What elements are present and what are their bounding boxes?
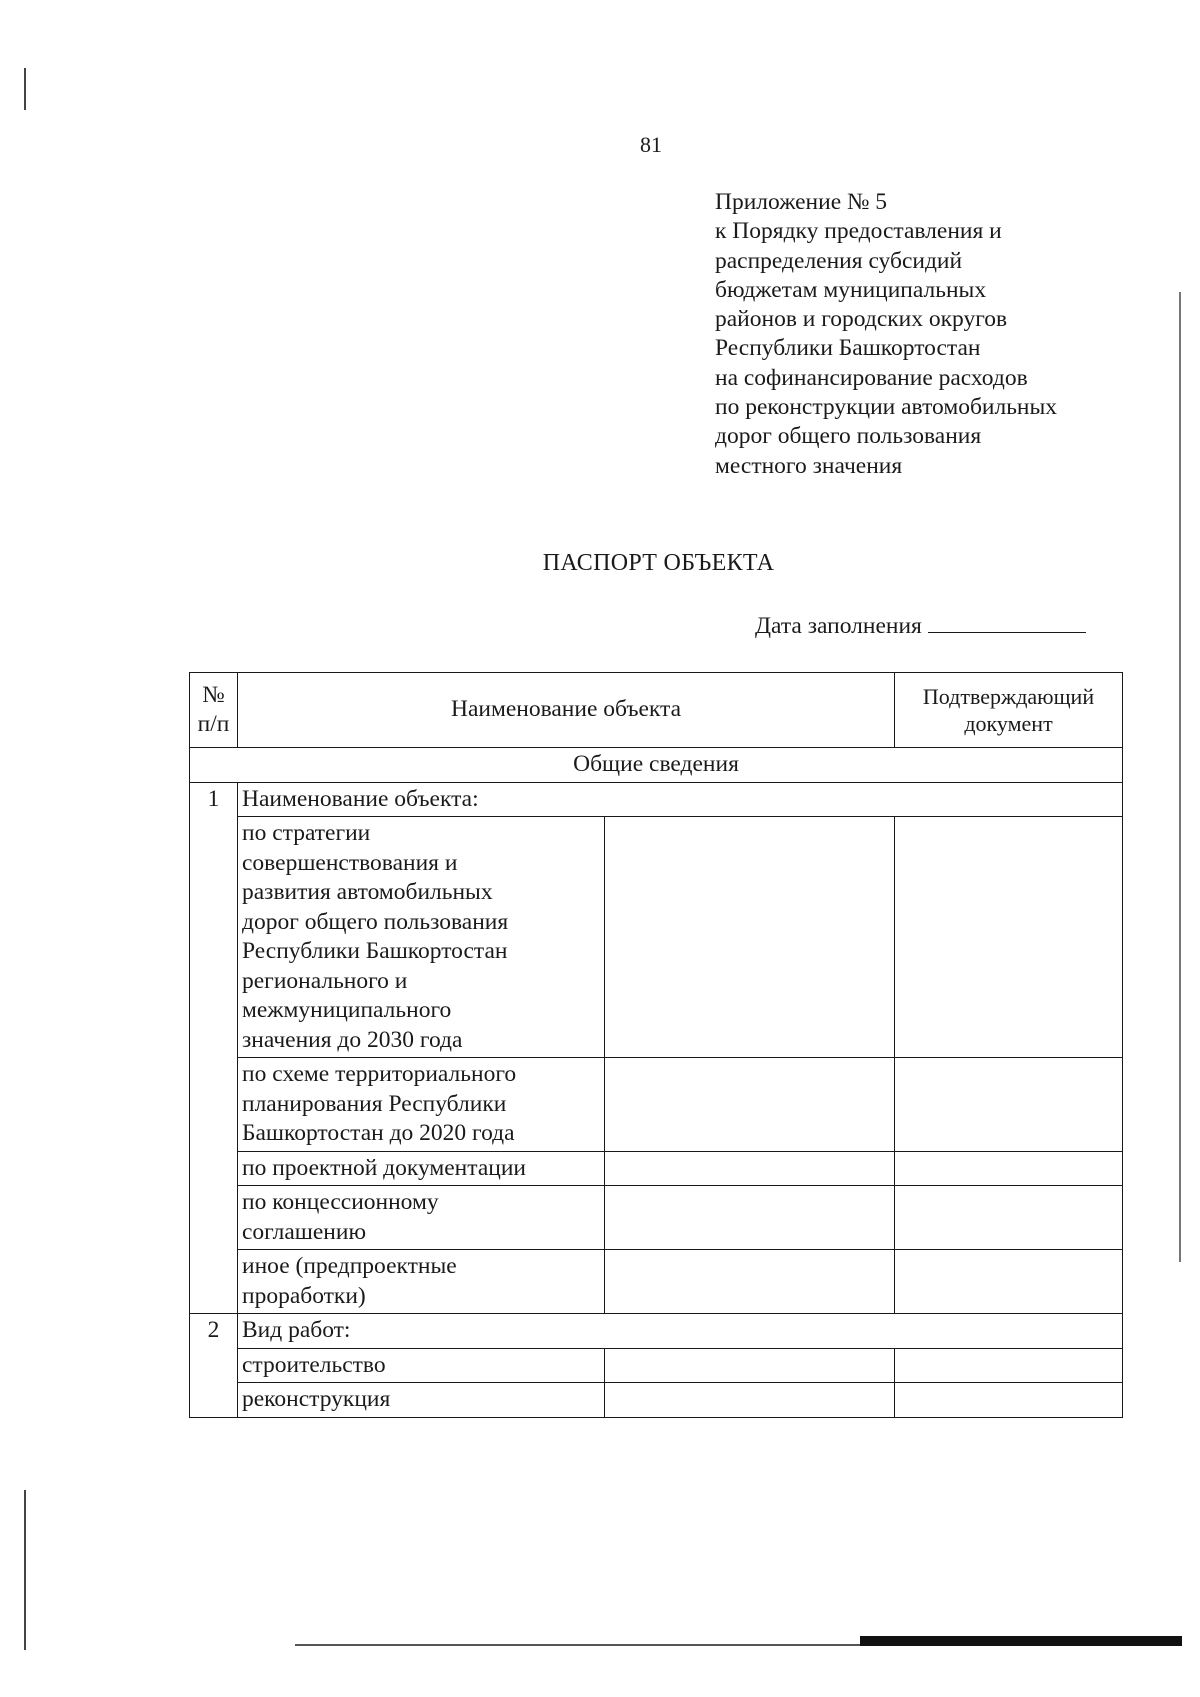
header-name: Наименование объекта (238, 673, 895, 748)
document-cell[interactable] (895, 1383, 1123, 1418)
document-cell[interactable] (895, 1348, 1123, 1383)
group-title: Наименование объекта: (238, 782, 1123, 817)
passport-table (189, 672, 1123, 1418)
row-label-line: дорог общего пользования (242, 908, 509, 935)
header-num-line: п/п (197, 711, 230, 737)
header-num-line: № (202, 681, 225, 708)
fill-date-label: Дата заполнения (755, 613, 922, 639)
row-number: 2 (190, 1314, 238, 1418)
appendix-line: на софинансирование расходов (715, 364, 1028, 391)
scan-edge-line-right (1179, 292, 1181, 1262)
row-number: 1 (190, 782, 238, 1314)
scan-bottom-line (295, 1644, 860, 1646)
header-num (190, 673, 238, 748)
row-label (238, 1348, 605, 1383)
document-cell[interactable] (895, 1151, 1123, 1186)
value-cell[interactable] (605, 817, 895, 1058)
document-cell[interactable] (895, 1058, 1123, 1152)
appendix-line: дорог общего пользования (715, 423, 982, 450)
row-label-line: реконструкция (242, 1386, 391, 1412)
value-cell[interactable] (605, 1250, 895, 1314)
fill-date-blank (928, 610, 1086, 633)
value-cell[interactable] (605, 1383, 895, 1418)
table-header-row (190, 673, 1123, 748)
section-title: Общие сведения (190, 748, 1123, 783)
row-label-line: по концессионному (242, 1189, 439, 1215)
table-row (190, 817, 1123, 1058)
page-number: 81 (640, 132, 662, 157)
table-row (190, 1186, 1123, 1250)
row-label (238, 1383, 605, 1418)
table-row (190, 1250, 1123, 1314)
group-title: Вид работ: (238, 1314, 1123, 1349)
row-label-line: совершенствования и (242, 849, 458, 876)
row-label-line: строительство (242, 1351, 386, 1378)
appendix-line: районов и городских округов (715, 306, 1008, 333)
value-cell[interactable] (605, 1058, 895, 1152)
header-document (895, 673, 1123, 748)
table-row (190, 782, 1123, 817)
scan-edge-line-left-top (24, 68, 26, 110)
row-label-line: межмуниципального (242, 997, 452, 1023)
scan-bottom-bar (860, 1636, 1182, 1646)
header-doc-line: документ (964, 711, 1053, 736)
document-cell[interactable] (895, 817, 1123, 1058)
appendix-line: распределения субсидий (715, 247, 963, 274)
row-label-line: по проектной документации (242, 1154, 526, 1181)
appendix-line: к Порядку предоставления и (715, 218, 1002, 245)
row-label (238, 1250, 605, 1314)
appendix-line: Приложение № 5 (715, 189, 888, 215)
row-label-line: Республики Башкортостан (242, 938, 508, 964)
section-row (190, 748, 1123, 783)
row-label-line: планирования Республики (242, 1090, 507, 1117)
document-cell[interactable] (895, 1250, 1123, 1314)
row-label (238, 1151, 605, 1186)
appendix-line: местного значения (715, 452, 903, 479)
document-title: ПАСПОРТ ОБЪЕКТА (542, 550, 775, 576)
row-label-line: иное (предпроектные (242, 1253, 457, 1279)
appendix-line: по реконструкции автомобильных (715, 394, 1058, 421)
document-cell[interactable] (895, 1186, 1123, 1250)
row-label-line: по схеме территориального (242, 1061, 517, 1087)
appendix-line: бюджетам муниципальных (715, 276, 987, 303)
value-cell[interactable] (605, 1151, 895, 1186)
row-label-line: Башкортостан до 2020 года (242, 1120, 515, 1146)
row-label (238, 1186, 605, 1250)
table-row (190, 1314, 1123, 1349)
appendix-reference (715, 188, 1135, 481)
table-row (190, 1348, 1123, 1383)
table-row (190, 1058, 1123, 1152)
value-cell[interactable] (605, 1186, 895, 1250)
row-label-line: проработки) (242, 1282, 366, 1309)
row-label-line: по стратегии (242, 820, 371, 846)
fill-date (755, 610, 1086, 640)
header-doc-line: Подтверждающий (922, 684, 1095, 709)
value-cell[interactable] (605, 1348, 895, 1383)
row-label-line: соглашению (242, 1218, 367, 1245)
row-label-line: развития автомобильных (242, 879, 493, 905)
row-label-line: значения до 2030 года (242, 1026, 463, 1053)
row-label (238, 817, 605, 1058)
row-label (238, 1058, 605, 1152)
scan-edge-line-left-bottom (24, 1490, 26, 1650)
row-label-line: регионального и (242, 967, 408, 994)
appendix-line: Республики Башкортостан (715, 335, 981, 362)
table-row (190, 1383, 1123, 1418)
table-row (190, 1151, 1123, 1186)
